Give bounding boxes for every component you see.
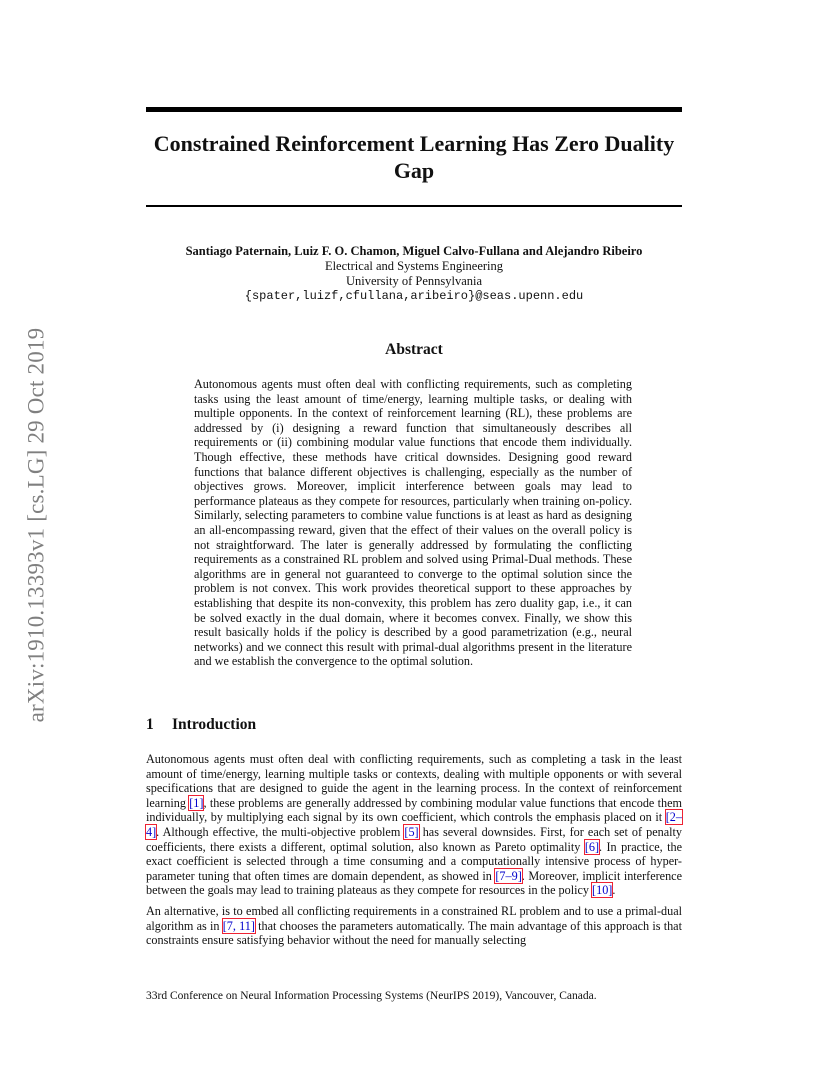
author-department: Electrical and Systems Engineering — [324, 259, 504, 273]
introduction-body — [146, 752, 682, 954]
section-title: Introduction — [172, 716, 257, 733]
text-run: . Although effective, the multi-objective problem — [156, 824, 405, 839]
section-number: 1 — [146, 716, 154, 733]
text-run: has several downsides. First, for each set of penalty coefficients, there exists a different, optimal solution, also known as Pareto optimality — [146, 824, 682, 854]
paper-title: Constrained Reinforcement Learning Has Zero Duality Gap — [153, 131, 675, 183]
author-block — [120, 244, 708, 304]
citation-link[interactable]: [10] — [592, 883, 613, 898]
text-run: . — [612, 883, 616, 898]
section-heading-introduction — [146, 716, 256, 734]
abstract-text: Autonomous agents must often deal with conflicting requirements, such as completing tasks using the least amount of time/energy, learning multiple tasks, or dealing with multiple opponents. In the context of reinforcement learning (RL), these problems are addressed by (i) designing a reward function that simultaneously describes all requirements or (ii) combining modular value functions that encode them individually. Though effective, these methods have critical downsides. Designing good reward functions that balance different objectives is challenging, especially as the number of objectives grows. Moreover, implicit interference between goals may lead to performance plateaus as they compete for resources, particularly when training on-policy. Similarly, selecting parameters to combine value functions is at least as hard as designing an all-encompassing reward, given that the effect of their values on the overall policy is not straightforward. The later is generally addressed by formulating the conflicting requirements as a constrained RL problem and solved using Primal-Dual methods. These algorithms are in general not guaranteed to converge to the optimal solution since the problem is not convex. This work provides theoretical support to these approaches by establishing that despite its non-convexity, this problem has zero duality gap, i.e., it can be solved exactly in the dual domain, where it becomes convex. Finally, we show this result basically holds if the policy is described by a good parametrization (e.g., neural networks) and we connect this result with primal-dual algorithms present in the literature and we establish the convergence to the optimal solution. — [194, 377, 632, 669]
text-run: . Moreover, implicit interference between the goals may lead to training plateaus as they compete for resources in the policy — [146, 868, 682, 898]
citation-link[interactable]: [7, 11] — [222, 918, 255, 933]
intro-paragraph-2 — [146, 904, 682, 948]
citation-link[interactable]: [7–9] — [495, 868, 522, 883]
citation-link[interactable]: [5] — [404, 824, 419, 839]
author-names: Santiago Paternain, Luiz F. O. Chamon, Miguel Calvo-Fullana and Alejandro Ribeiro — [185, 244, 643, 258]
text-run: , these problems are generally addressed by combining modular value functions that encode them individually, by multiplying each signal by its own coefficient, which controls the emphasis placed on it — [146, 795, 682, 825]
intro-paragraph-1 — [146, 752, 682, 898]
conference-footnote: 33rd Conference on Neural Information Processing Systems (NeurIPS 2019), Vancouver, Canada. — [146, 990, 597, 1002]
text-run: that chooses the parameters automatically. The main advantage of this approach is that constraints ensure satisfying behavior without the need for manually selecting — [146, 918, 682, 948]
arxiv-identifier — [18, 290, 54, 760]
citation-link[interactable]: [1] — [189, 795, 204, 810]
text-run: Autonomous agents must often deal with conflicting requirements, such as completing a task in the least amount of time/energy, learning multiple tasks or contexts, dealing with multiple opponents or with several specifications that are designed to guide the agent in the learning process. In the context of reinforcement learning — [146, 752, 682, 810]
author-emails: {spater,luizf,cfullana,aribeiro}@seas.upenn.edu — [244, 289, 584, 303]
title-bottom-rule — [146, 205, 682, 207]
text-run: An alternative, is to embed all conflicting requirements in a constrained RL problem and to use a primal-dual algorithm as in — [146, 903, 682, 933]
citation-link[interactable]: [6] — [584, 839, 600, 854]
title-top-rule — [146, 107, 682, 112]
text-run: . In practice, the exact coefficient is selected through a time consuming and a computationally intensive process of hyper-parameter tuning that often times are domain dependent, as showed in — [146, 839, 682, 883]
abstract-heading: Abstract — [385, 341, 443, 358]
arxiv-identifier-text: arXiv:1910.13393v1 [cs.LG] 29 Oct 2019 — [23, 327, 49, 723]
author-university: University of Pennsylvania — [345, 274, 483, 288]
citation-link[interactable]: [2–4] — [146, 810, 682, 839]
